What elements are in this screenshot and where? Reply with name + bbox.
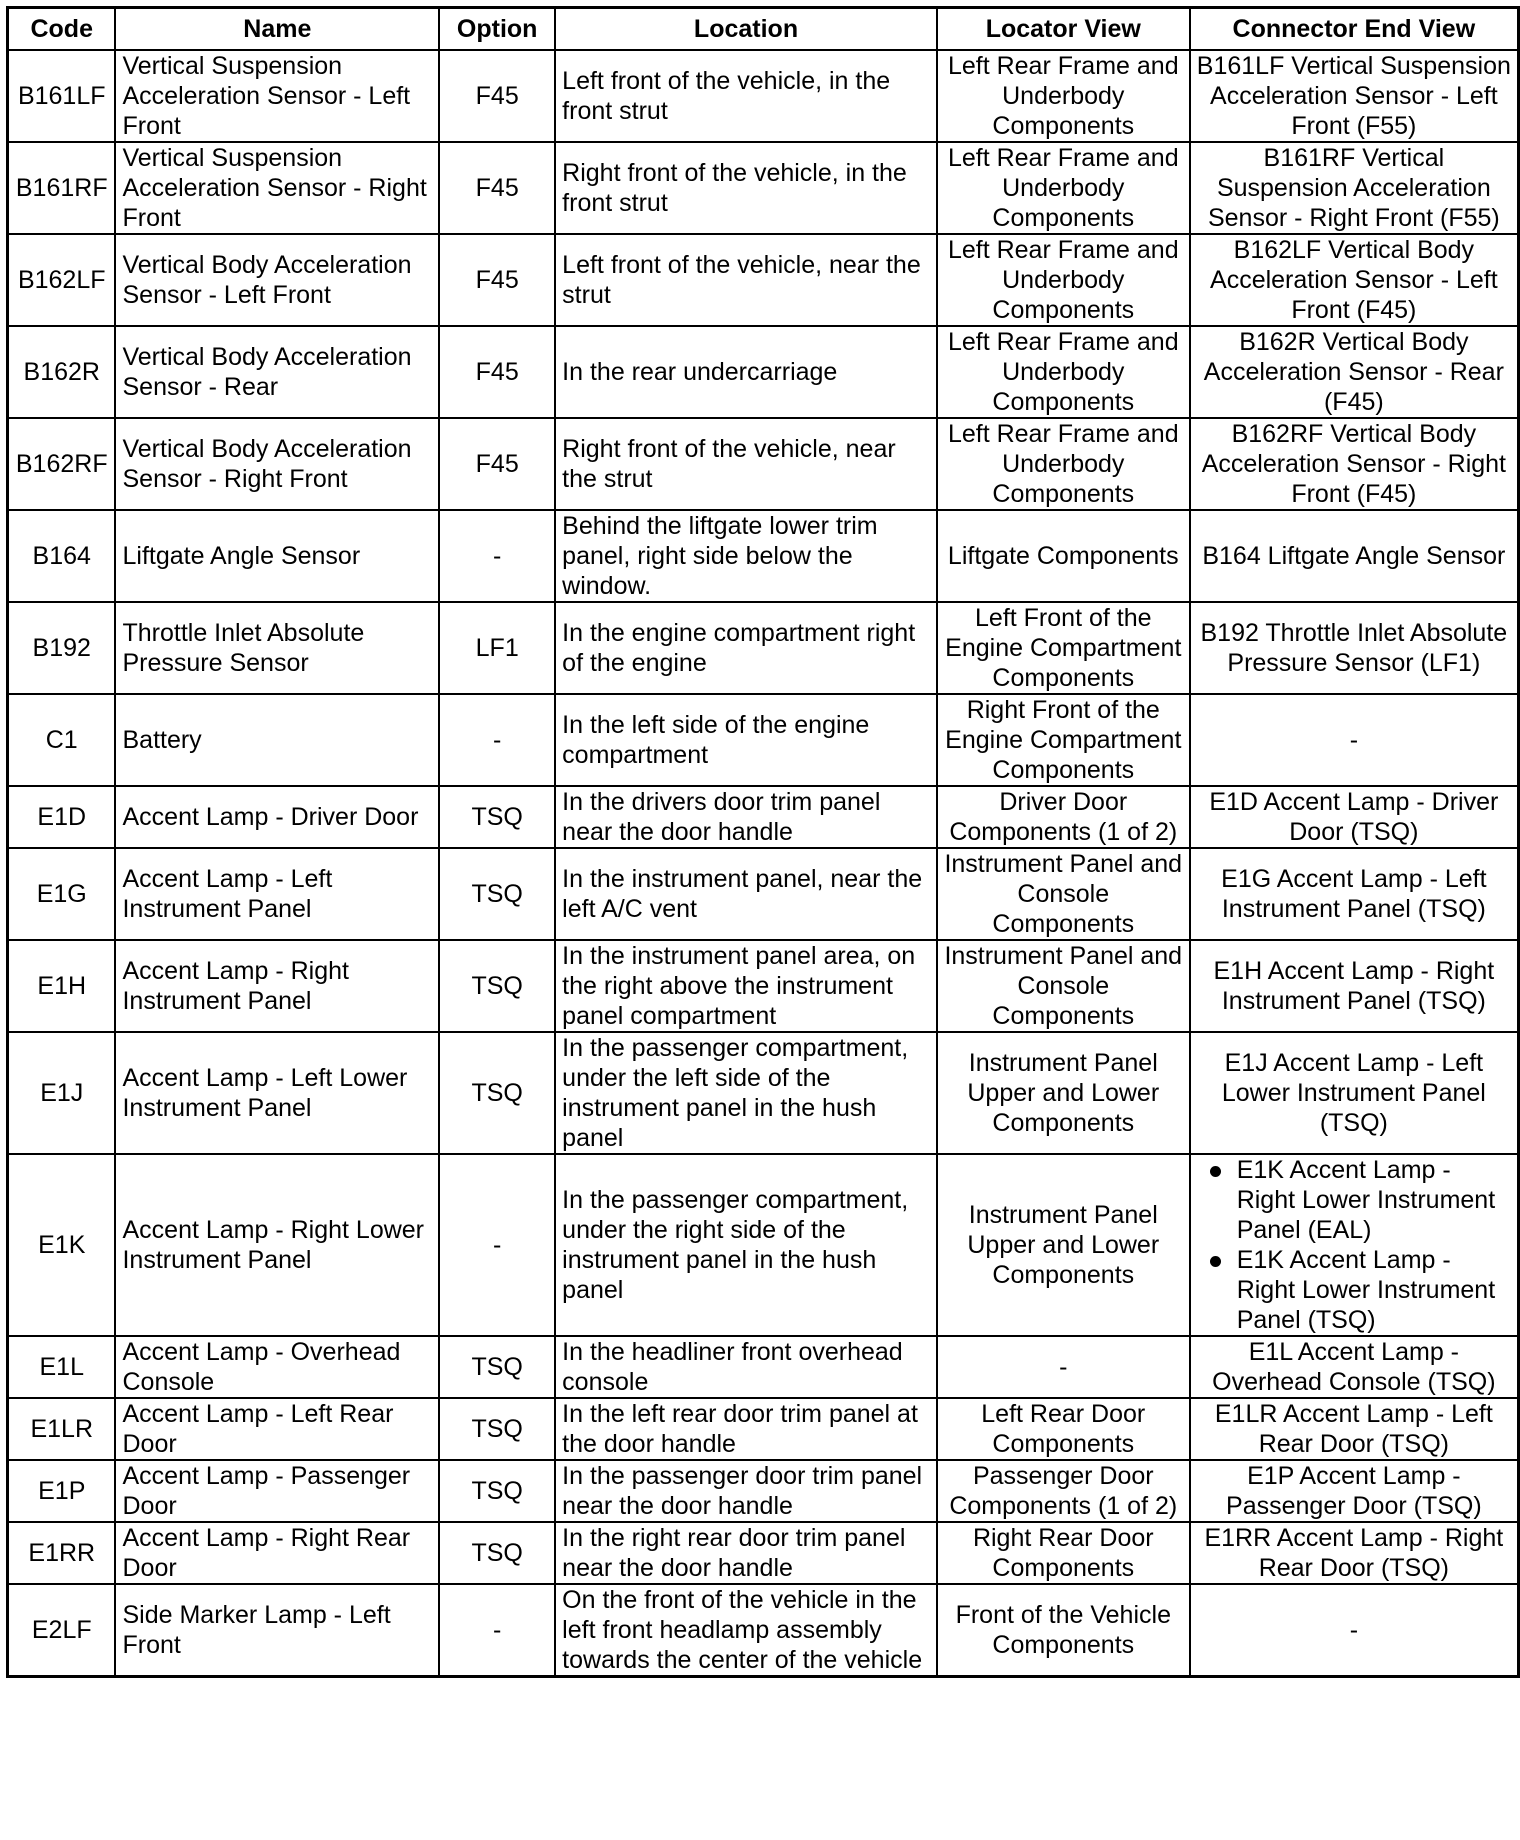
cell-code: B192 [8,602,116,694]
cell-code: E1J [8,1032,116,1154]
cell-name: Battery [115,694,439,786]
cell-code: E1L [8,1336,116,1398]
cell-code: E1K [8,1154,116,1336]
cell-name: Vertical Body Acceleration Sensor - Right Front [115,418,439,510]
cell-option: TSQ [439,1336,555,1398]
table-row [8,1584,1519,1677]
cell-locator-view: Left Rear Frame and Underbody Components [937,142,1190,234]
cell-connector-end-view: E1P Accent Lamp - Passenger Door (TSQ) [1190,1460,1519,1522]
cell-connector-end-view: - [1190,694,1519,786]
table-row [8,1398,1519,1460]
cell-location: On the front of the vehicle in the left front headlamp assembly towards the center of the vehicle [555,1584,937,1677]
cell-option: TSQ [439,1522,555,1584]
cell-code: E2LF [8,1584,116,1677]
cell-locator-view: Left Rear Frame and Underbody Components [937,50,1190,142]
cell-code: E1RR [8,1522,116,1584]
cell-name: Accent Lamp - Passenger Door [115,1460,439,1522]
table-row [8,694,1519,786]
cell-location: Left front of the vehicle, in the front strut [555,50,937,142]
cell-option: TSQ [439,1032,555,1154]
header-option: Option [439,8,555,51]
table-row [8,1032,1519,1154]
cell-location: In the left side of the engine compartment [555,694,937,786]
table-row [8,940,1519,1032]
cell-location: In the headliner front overhead console [555,1336,937,1398]
cell-option: F45 [439,142,555,234]
cell-connector-end-view: E1J Accent Lamp - Left Lower Instrument Panel (TSQ) [1190,1032,1519,1154]
cell-locator-view: Left Rear Frame and Underbody Components [937,234,1190,326]
cell-locator-view: Instrument Panel and Console Components [937,848,1190,940]
table-row [8,1522,1519,1584]
cell-location: Left front of the vehicle, near the strut [555,234,937,326]
cell-name: Accent Lamp - Left Lower Instrument Panel [115,1032,439,1154]
cell-option: TSQ [439,786,555,848]
cell-option: - [439,1154,555,1336]
cell-location: In the left rear door trim panel at the door handle [555,1398,937,1460]
cell-option: TSQ [439,1460,555,1522]
cell-locator-view: - [937,1336,1190,1398]
cell-locator-view: Instrument Panel Upper and Lower Components [937,1032,1190,1154]
cell-code: C1 [8,694,116,786]
header-row [8,8,1519,51]
cell-location: Behind the liftgate lower trim panel, right side below the window. [555,510,937,602]
table-row [8,1154,1519,1336]
cell-connector-end-view: B162LF Vertical Body Acceleration Sensor - Left Front (F45) [1190,234,1519,326]
cell-name: Throttle Inlet Absolute Pressure Sensor [115,602,439,694]
cell-locator-view: Instrument Panel and Console Components [937,940,1190,1032]
cell-code: B162R [8,326,116,418]
cell-name: Vertical Body Acceleration Sensor - Rear [115,326,439,418]
header-name: Name [115,8,439,51]
cell-locator-view: Left Rear Frame and Underbody Components [937,418,1190,510]
cell-locator-view: Instrument Panel Upper and Lower Components [937,1154,1190,1336]
list-item: E1K Accent Lamp - Right Lower Instrument Panel (EAL) [1197,1155,1511,1245]
cell-code: B161LF [8,50,116,142]
cell-name: Accent Lamp - Left Instrument Panel [115,848,439,940]
cell-option: - [439,510,555,602]
cell-location: In the passenger compartment, under the left side of the instrument panel in the hush panel [555,1032,937,1154]
cell-code: B164 [8,510,116,602]
cell-name: Accent Lamp - Driver Door [115,786,439,848]
table-row [8,142,1519,234]
cell-code: E1P [8,1460,116,1522]
cell-name: Vertical Body Acceleration Sensor - Left Front [115,234,439,326]
cell-option: TSQ [439,848,555,940]
cell-code: B162RF [8,418,116,510]
header-location: Location [555,8,937,51]
cell-name: Accent Lamp - Right Rear Door [115,1522,439,1584]
cell-option: TSQ [439,1398,555,1460]
cell-option: TSQ [439,940,555,1032]
cell-location: Right front of the vehicle, in the front strut [555,142,937,234]
cell-connector-end-view: E1G Accent Lamp - Left Instrument Panel (TSQ) [1190,848,1519,940]
cell-connector-end-view: B162RF Vertical Body Acceleration Sensor - Right Front (F45) [1190,418,1519,510]
cell-connector-end-view: B162R Vertical Body Acceleration Sensor - Rear (F45) [1190,326,1519,418]
table-row [8,602,1519,694]
cell-name: Side Marker Lamp - Left Front [115,1584,439,1677]
cell-code: B161RF [8,142,116,234]
cell-locator-view: Driver Door Components (1 of 2) [937,786,1190,848]
cell-name: Vertical Suspension Acceleration Sensor - Right Front [115,142,439,234]
cell-name: Accent Lamp - Left Rear Door [115,1398,439,1460]
header-connector-end-view: Connector End View [1190,8,1519,51]
cell-name: Accent Lamp - Right Instrument Panel [115,940,439,1032]
cell-option: F45 [439,418,555,510]
cell-code: B162LF [8,234,116,326]
cell-location: Right front of the vehicle, near the strut [555,418,937,510]
table-row [8,50,1519,142]
cell-connector-end-view: E1L Accent Lamp - Overhead Console (TSQ) [1190,1336,1519,1398]
cell-option: LF1 [439,602,555,694]
cell-name: Accent Lamp - Right Lower Instrument Panel [115,1154,439,1336]
cell-location: In the rear undercarriage [555,326,937,418]
cell-option: F45 [439,50,555,142]
table-row [8,326,1519,418]
cell-connector-end-view: - [1190,1584,1519,1677]
cell-locator-view: Left Rear Door Components [937,1398,1190,1460]
table-row [8,510,1519,602]
cell-locator-view: Right Rear Door Components [937,1522,1190,1584]
table-row [8,786,1519,848]
cell-locator-view: Passenger Door Components (1 of 2) [937,1460,1190,1522]
cell-connector-end-view: E1LR Accent Lamp - Left Rear Door (TSQ) [1190,1398,1519,1460]
cell-locator-view: Right Front of the Engine Compartment Components [937,694,1190,786]
cell-option: F45 [439,326,555,418]
cell-option: - [439,694,555,786]
cell-code: E1D [8,786,116,848]
cell-name: Liftgate Angle Sensor [115,510,439,602]
cell-location: In the instrument panel area, on the right above the instrument panel compartment [555,940,937,1032]
cell-connector-end-view: B164 Liftgate Angle Sensor [1190,510,1519,602]
cell-location: In the passenger compartment, under the right side of the instrument panel in the hush panel [555,1154,937,1336]
cell-locator-view: Left Front of the Engine Compartment Components [937,602,1190,694]
table-row [8,1336,1519,1398]
cell-connector-end-view: B161LF Vertical Suspension Acceleration Sensor - Left Front (F55) [1190,50,1519,142]
header-locator-view: Locator View [937,8,1190,51]
cell-option: - [439,1584,555,1677]
cell-location: In the engine compartment right of the engine [555,602,937,694]
cell-location: In the right rear door trim panel near the door handle [555,1522,937,1584]
list-item: E1K Accent Lamp - Right Lower Instrument Panel (TSQ) [1197,1245,1511,1335]
cell-connector-end-view: E1RR Accent Lamp - Right Rear Door (TSQ) [1190,1522,1519,1584]
cell-code: E1LR [8,1398,116,1460]
header-code: Code [8,8,116,51]
cell-locator-view: Liftgate Components [937,510,1190,602]
component-locator-table [6,6,1520,1678]
table-row [8,234,1519,326]
cell-name: Accent Lamp - Overhead Console [115,1336,439,1398]
cell-connector-end-view: B161RF Vertical Suspension Acceleration Sensor - Right Front (F55) [1190,142,1519,234]
cell-locator-view: Left Rear Frame and Underbody Components [937,326,1190,418]
cell-code: E1G [8,848,116,940]
cell-connector-end-view: E1H Accent Lamp - Right Instrument Panel (TSQ) [1190,940,1519,1032]
table-row [8,848,1519,940]
cell-location: In the instrument panel, near the left A/C vent [555,848,937,940]
cell-location: In the drivers door trim panel near the door handle [555,786,937,848]
cell-connector-end-view: E1D Accent Lamp - Driver Door (TSQ) [1190,786,1519,848]
cell-option: F45 [439,234,555,326]
connector-end-view-list [1197,1155,1511,1335]
cell-name: Vertical Suspension Acceleration Sensor - Left Front [115,50,439,142]
cell-location: In the passenger door trim panel near the door handle [555,1460,937,1522]
table-row [8,1460,1519,1522]
table-row [8,418,1519,510]
cell-locator-view: Front of the Vehicle Components [937,1584,1190,1677]
cell-connector-end-view: B192 Throttle Inlet Absolute Pressure Sensor (LF1) [1190,602,1519,694]
cell-connector-end-view [1190,1154,1519,1336]
cell-code: E1H [8,940,116,1032]
